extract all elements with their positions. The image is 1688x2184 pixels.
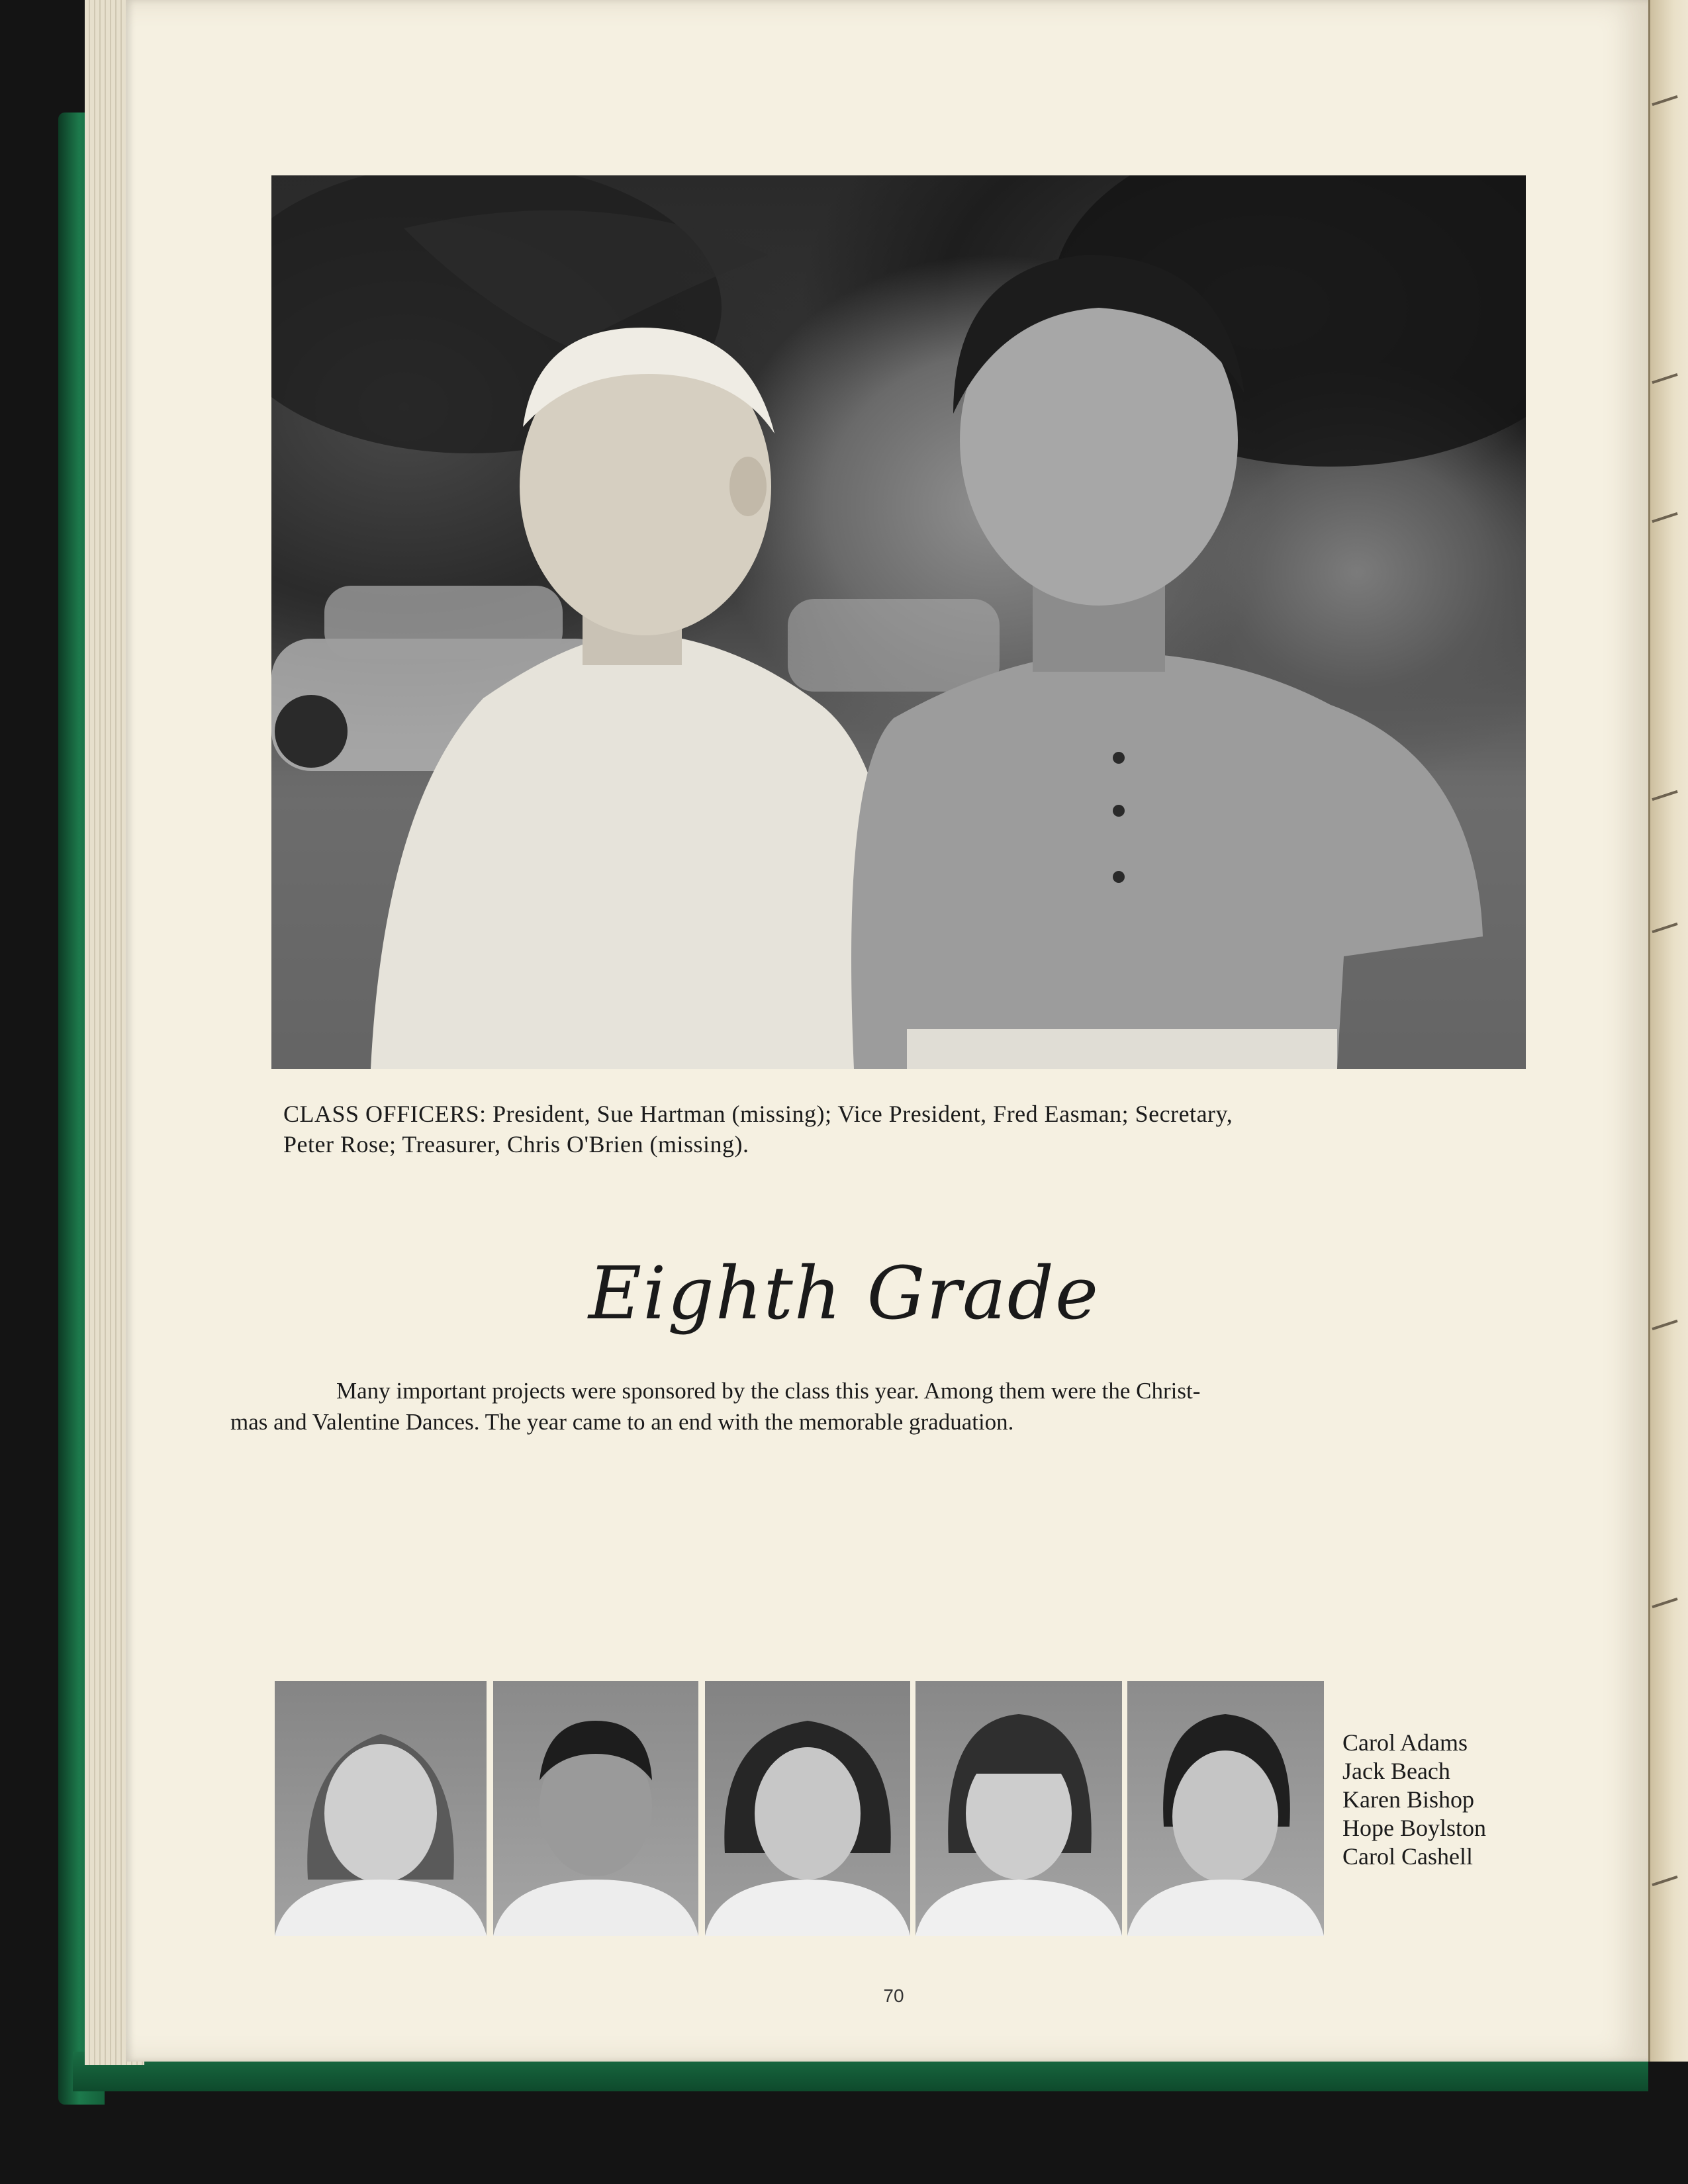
- student-portrait: [705, 1681, 910, 1936]
- student-name: Carol Cashell: [1342, 1843, 1473, 1870]
- caption-line: Peter Rose; Treasurer, Chris O'Brien (missing).: [283, 1131, 749, 1158]
- student-name: Jack Beach: [1342, 1758, 1450, 1784]
- page-number: 70: [883, 1985, 904, 2006]
- student-name: Carol Adams: [1342, 1729, 1468, 1756]
- student-portrait: [915, 1681, 1122, 1936]
- class-officers-photo: [271, 175, 1526, 1069]
- facing-page-edge: [1648, 0, 1688, 2062]
- student-portrait: [275, 1681, 487, 1936]
- student-portrait: [493, 1681, 698, 1936]
- intro-line: Many important projects were sponsored by the class this year. Among them were the Christ-: [336, 1378, 1201, 1404]
- student-portraits: [275, 1681, 1317, 1936]
- caption-line: CLASS OFFICERS: President, Sue Hartman (missing); Vice President, Fred Easman; Secretary,: [283, 1101, 1233, 1127]
- class-officers-caption: [283, 1099, 1515, 1160]
- intro-paragraph: [230, 1375, 1515, 1437]
- student-name-list: [1342, 1729, 1486, 1871]
- page-title: Eighth Grade: [588, 1251, 1100, 1336]
- student-name: Karen Bishop: [1342, 1786, 1474, 1813]
- intro-line: mas and Valentine Dances. The year came to an end with the memorable graduation.: [230, 1409, 1014, 1435]
- student-portrait: [1127, 1681, 1324, 1936]
- student-name: Hope Boylston: [1342, 1815, 1487, 1841]
- class-officers-photo-drawing: [271, 175, 1526, 1069]
